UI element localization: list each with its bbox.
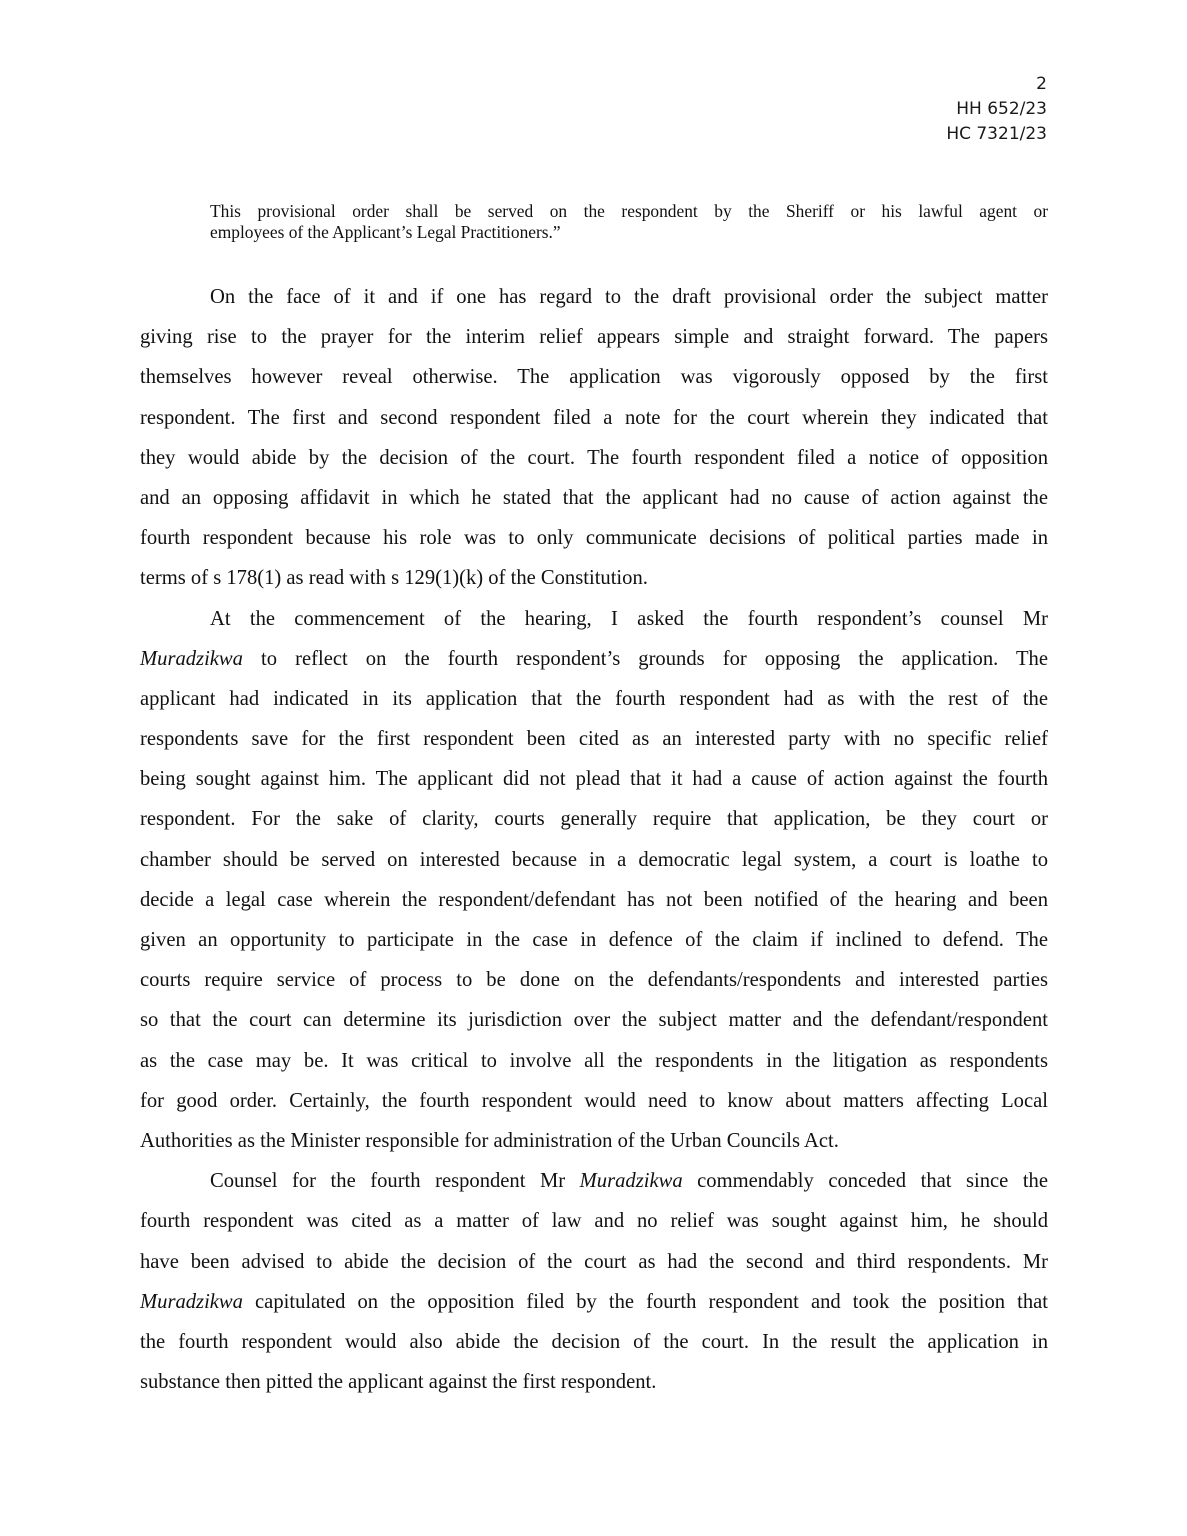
text-line: fourth respondent because his role was to only communicate decisions of political parties made in bbox=[140, 527, 1048, 550]
paragraph-1 bbox=[140, 277, 1048, 599]
quote-line: employees of the Applicant’s Legal Practitioners.” bbox=[210, 222, 561, 242]
text-line: decide a legal case wherein the respondent/defendant has not been notified of the hearing and been bbox=[140, 888, 1048, 911]
text-line: Muradzikwa to reflect on the fourth respondent’s grounds for opposing the application. The bbox=[140, 647, 1048, 670]
text-line: have been advised to abide the decision of the court as had the second and third respondents. Mr bbox=[140, 1250, 1048, 1273]
text-line: themselves however reveal otherwise. The application was vigorously opposed by the first bbox=[140, 366, 1048, 389]
text-line: giving rise to the prayer for the interim relief appears simple and straight forward. The papers bbox=[140, 326, 1048, 349]
text-line: as the case may be. It was critical to involve all the respondents in the litigation as respondents bbox=[140, 1049, 1048, 1072]
page-number: 2 bbox=[1036, 74, 1047, 94]
text-line: given an opportunity to participate in the case in defence of the claim if inclined to defend. The bbox=[140, 929, 1048, 951]
text-line: respondent. For the sake of clarity, courts generally require that application, be they court or bbox=[140, 808, 1048, 831]
paragraph-2 bbox=[140, 599, 1048, 1162]
text-line: respondents save for the first respondent been cited as an interested party with no specific relief bbox=[140, 728, 1048, 751]
text-line: courts require service of process to be done on the defendants/respondents and interested parties bbox=[140, 969, 1048, 992]
text-line: they would abide by the decision of the court. The fourth respondent filed a notice of opposition bbox=[140, 446, 1048, 469]
text-line: Counsel for the fourth respondent Mr Muradzikwa commendably conceded that since the bbox=[210, 1170, 1048, 1193]
case-number: HC 7321/23 bbox=[946, 124, 1047, 144]
paragraph-3 bbox=[140, 1161, 1048, 1402]
text-line: the fourth respondent would also abide the decision of the court. In the result the application in bbox=[140, 1330, 1048, 1353]
text-line: At the commencement of the hearing, I asked the fourth respondent’s counsel Mr bbox=[210, 607, 1048, 630]
text-line: terms of s 178(1) as read with s 129(1)(k) of the Constitution. bbox=[140, 567, 648, 590]
text-line: substance then pitted the applicant against the first respondent. bbox=[140, 1371, 657, 1394]
text-line: Authorities as the Minister responsible for administration of the Urban Councils Act. bbox=[140, 1129, 839, 1152]
page-header bbox=[946, 72, 1047, 147]
counsel-name: Muradzikwa bbox=[140, 1290, 243, 1313]
text-line: and an opposing affidavit in which he stated that the applicant had no cause of action against the bbox=[140, 486, 1048, 509]
quoted-provisional-order bbox=[210, 201, 1048, 243]
text-line: so that the court can determine its jurisdiction over the subject matter and the defendant/respondent bbox=[140, 1009, 1048, 1032]
document-body bbox=[140, 277, 1048, 1402]
text-line: for good order. Certainly, the fourth respondent would need to know about matters affecting Local bbox=[140, 1089, 1048, 1112]
quote-line: This provisional order shall be served on the respondent by the Sheriff or his lawful agent or bbox=[210, 201, 1048, 221]
judgment-reference: HH 652/23 bbox=[956, 99, 1047, 119]
text-line: being sought against him. The applicant did not plead that it had a cause of action against the fourth bbox=[140, 768, 1048, 791]
counsel-name: Muradzikwa bbox=[140, 647, 243, 670]
text-line: fourth respondent was cited as a matter of law and no relief was sought against him, he should bbox=[140, 1210, 1048, 1233]
text-line: applicant had indicated in its application that the fourth respondent had as with the rest of the bbox=[140, 687, 1048, 710]
counsel-name: Muradzikwa bbox=[579, 1170, 683, 1193]
text-line: respondent. The first and second respondent filed a note for the court wherein they indicated that bbox=[140, 406, 1048, 429]
text-line: chamber should be served on interested because in a democratic legal system, a court is loathe to bbox=[140, 848, 1048, 871]
text-line: Muradzikwa capitulated on the opposition filed by the fourth respondent and took the position that bbox=[140, 1290, 1048, 1313]
text-line: On the face of it and if one has regard to the draft provisional order the subject matter bbox=[210, 286, 1048, 308]
